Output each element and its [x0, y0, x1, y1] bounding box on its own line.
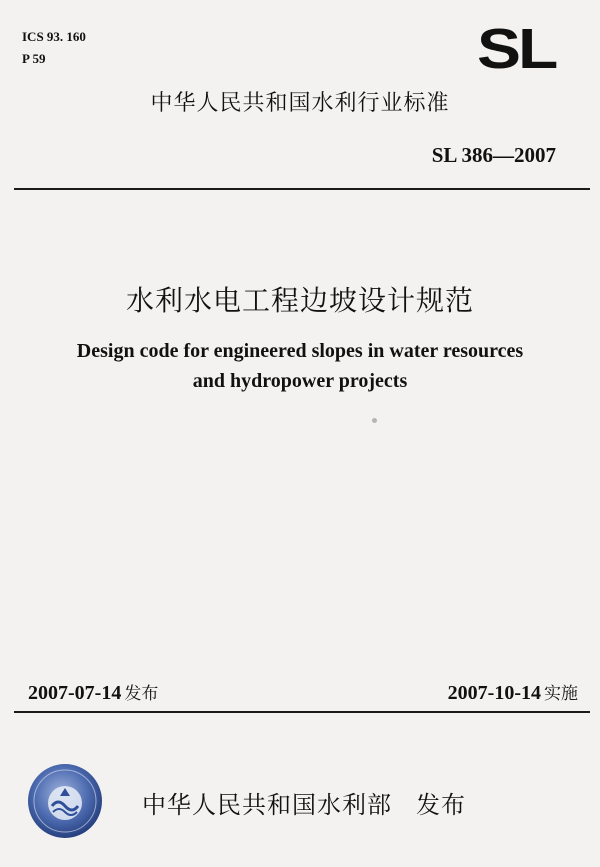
standard-number: SL 386—2007	[431, 143, 556, 167]
title-english-line2: and hydropower projects	[192, 370, 408, 392]
issued-date	[28, 679, 158, 705]
effective-label: 实施	[544, 684, 578, 704]
title-chinese: 水利水电工程边坡设计规范	[125, 284, 474, 317]
issued-label: 发布	[124, 684, 159, 704]
classification-codes	[22, 26, 86, 70]
top-divider	[14, 188, 590, 190]
issuer-issue-word: 发布	[416, 791, 466, 819]
effective-date	[448, 679, 578, 705]
sl-logo: SL	[477, 16, 556, 81]
ics-code: ICS 93. 160	[22, 29, 86, 44]
issuer-line	[142, 785, 466, 820]
issuer-name: 中华人民共和国水利部	[142, 791, 392, 819]
industry-title: 中华人民共和国水利行业标准	[150, 91, 450, 116]
speck-mark	[372, 418, 377, 423]
issued-date-value: 2007-07-14	[28, 682, 122, 704]
title-english-line1: Design code for engineered slopes in water resources	[76, 340, 524, 362]
effective-date-value: 2007-10-14	[447, 682, 541, 704]
title-english	[0, 336, 600, 396]
bottom-divider	[14, 711, 590, 713]
publisher-seal-icon	[26, 762, 104, 840]
class-code: P 59	[22, 51, 46, 66]
